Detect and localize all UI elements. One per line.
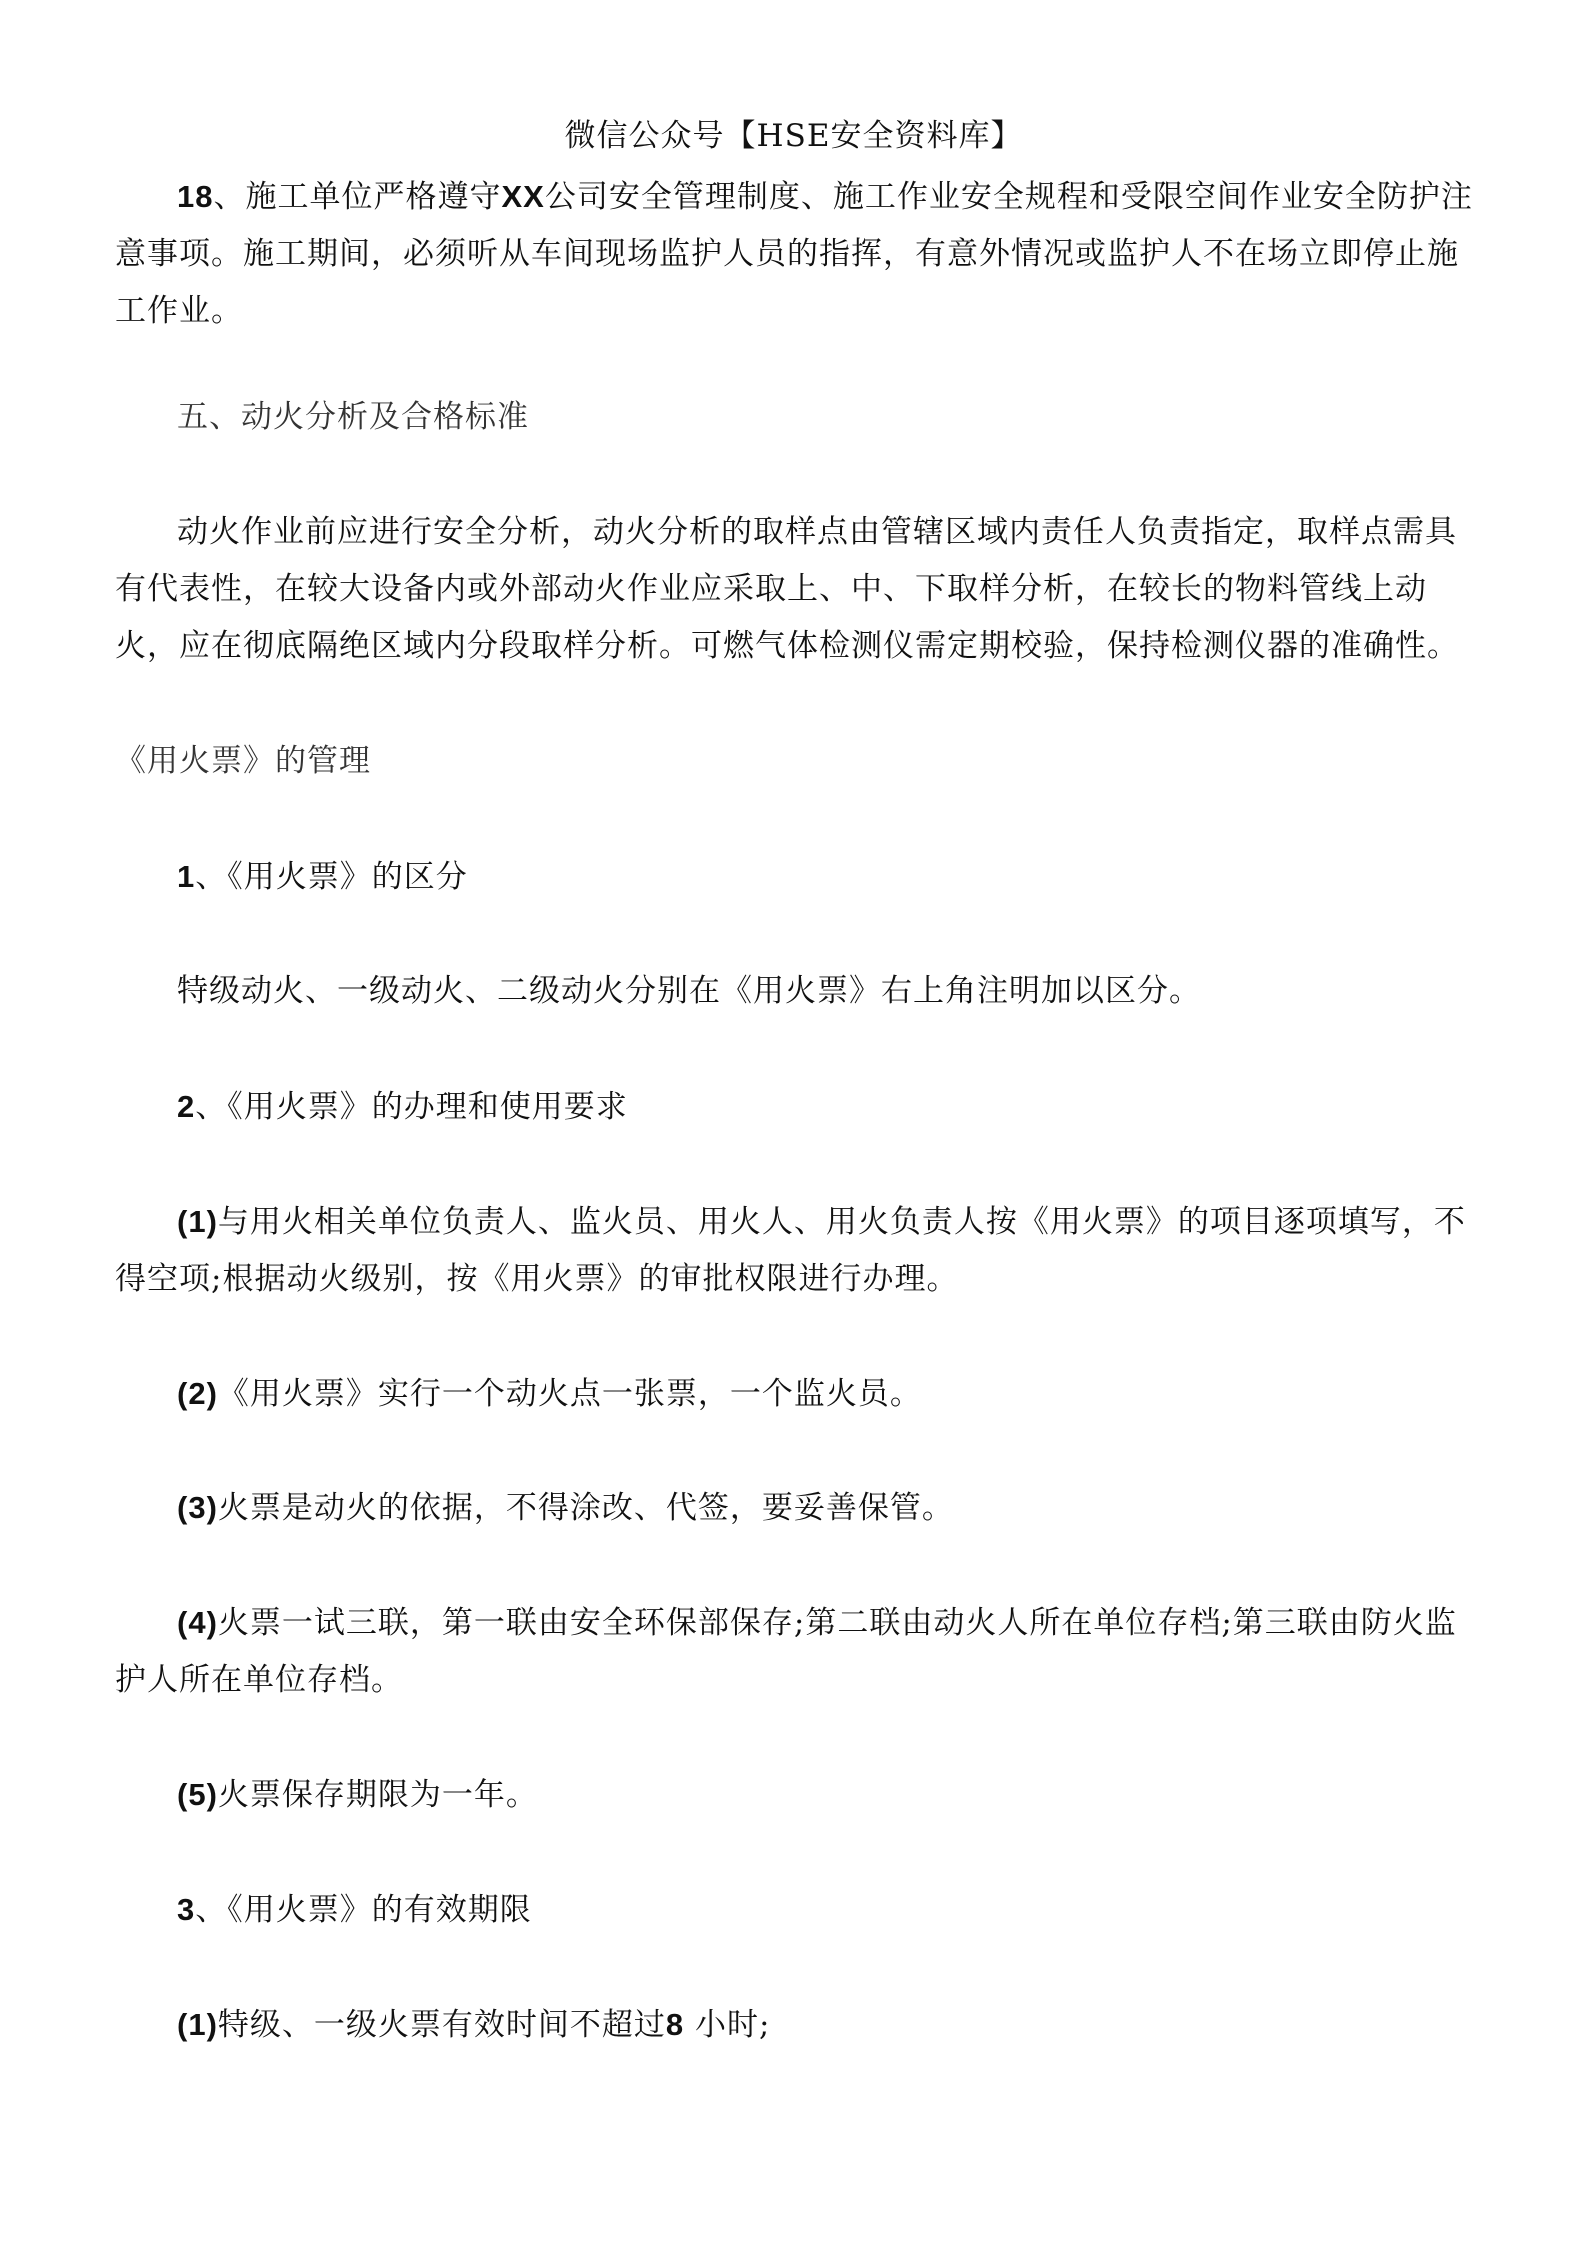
ticket-section-3-title-text: 、《用火票》的有效期限 xyxy=(195,1892,532,1928)
section-5-body: 动火作业前应进行安全分析，动火分析的取样点由管辖区域内责任人负责指定，取样点需具有代表性，在较大设备内或外部动火作业应采取上、中、下取样分析，在较长的物料管线上动火，应在彻底隔绝区域内分段取样分析。可燃气体检测仪需定期校验，保持检测仪器的准确性。 xyxy=(115,514,1459,664)
ticket-section-2-item-2 xyxy=(115,1365,1485,1423)
item-hours: 8 xyxy=(665,2007,685,2042)
item-18-paragraph xyxy=(115,168,1485,340)
item-text: 与用火相关单位负责人、监火员、用火人、用火负责人按《用火票》的项目逐项填写，不得空项;根据动火级别，按《用火票》的审批权限进行办理。 xyxy=(115,1204,1466,1297)
item-number: (3) xyxy=(177,1490,218,1525)
item-number: (1) xyxy=(177,1204,218,1239)
ticket-section-3-number: 3 xyxy=(177,1892,196,1927)
item-number: (1) xyxy=(177,2007,218,2042)
ticket-section-1-body: 特级动火、一级动火、二级动火分别在《用火票》右上角注明加以区分。 xyxy=(177,973,1201,1009)
ticket-management-heading: 《用火票》的管理 xyxy=(115,743,371,779)
ticket-section-3-title xyxy=(115,1881,1485,1939)
item-number: (5) xyxy=(177,1777,218,1812)
ticket-section-1-title xyxy=(115,848,1485,906)
ticket-section-3-item-1 xyxy=(115,1996,1485,2054)
item-text-a: 特级、一级火票有效时间不超过 xyxy=(217,2007,666,2043)
ticket-section-2-item-5 xyxy=(115,1766,1485,1824)
ticket-section-1-number: 1 xyxy=(177,859,196,894)
item-text: 《用火票》实行一个动火点一张票，一个监火员。 xyxy=(217,1376,922,1412)
section-5-heading: 五、动火分析及合格标准 xyxy=(177,399,529,435)
ticket-section-2-item-1 xyxy=(115,1193,1485,1308)
item-text-b: 小时; xyxy=(695,2007,771,2043)
item-text: 火票一试三联，第一联由安全环保部保存;第二联由动火人所在单位存档;第三联由防火监护人所在单位存档。 xyxy=(115,1605,1457,1698)
item-18-company: XX xyxy=(501,179,545,214)
page-header: 微信公众号【HSE安全资料库】 xyxy=(564,118,1023,154)
ticket-section-2-title xyxy=(115,1078,1485,1136)
ticket-section-1-title-text: 、《用火票》的区分 xyxy=(195,859,468,895)
item-number: (4) xyxy=(177,1605,218,1640)
ticket-section-2-title-text: 、《用火票》的办理和使用要求 xyxy=(195,1089,628,1125)
item-18-text-b: 公司安全管理制度、施工作业安全规程和受限空间作业安全防护注意事项。施工期间，必须听从车间现场监护人员的指挥，有意外情况或监护人不在场立即停止施工作业。 xyxy=(115,179,1473,329)
ticket-section-2-item-4 xyxy=(115,1594,1485,1709)
item-text: 火票是动火的依据，不得涂改、代签，要妥善保管。 xyxy=(217,1490,954,1526)
item-text: 火票保存期限为一年。 xyxy=(217,1777,538,1813)
ticket-section-2-item-3 xyxy=(115,1479,1485,1537)
item-number: (2) xyxy=(177,1376,218,1411)
item-18-number: 18 xyxy=(177,179,214,214)
item-18-text-a: 、施工单位严格遵守 xyxy=(213,179,502,215)
ticket-section-2-number: 2 xyxy=(177,1089,196,1124)
